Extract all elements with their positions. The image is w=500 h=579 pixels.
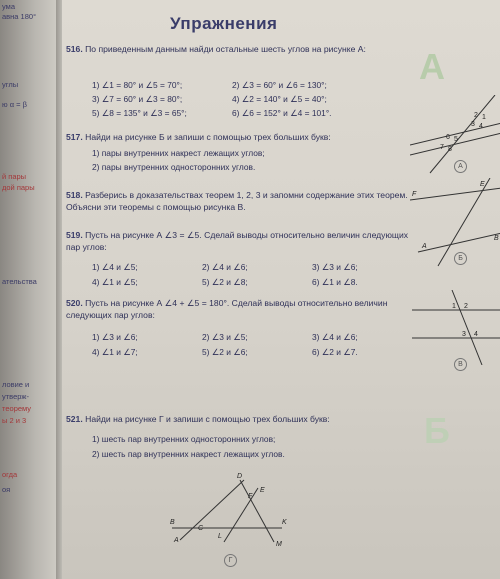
angle-label: 4 [479, 123, 483, 130]
answer-item: 6) ∠6 = 152° и ∠4 = 101°. [232, 108, 332, 118]
exercise-text: Пусть на рисунке А ∠3 = ∠5. Сделай выводы относительно величин следующих пар углов: [66, 230, 409, 252]
exercise-number: 518. [66, 190, 83, 200]
answer-item: 3) ∠3 и ∠6; [312, 262, 358, 272]
point-label: C [198, 525, 204, 532]
point-label: A [422, 243, 427, 250]
margin-text: ю α = β [2, 100, 27, 109]
answer-item: 1) шесть пар внутренних односторонних углов; [92, 434, 276, 444]
line-le [224, 488, 258, 542]
point-label: M [276, 541, 282, 548]
margin-text: теорему [2, 404, 32, 413]
margin-text: углы [2, 80, 19, 89]
answer-item: 6) ∠1 и ∠8. [312, 277, 358, 287]
answer-item: 1) пары внутренних накрест лежащих углов; [92, 148, 265, 158]
angle-label: 2 [474, 112, 478, 119]
exercise-text: Найди на рисунке Б и запиши с помощью трех больших букв: [85, 132, 331, 142]
page-title: Упражнения [170, 14, 278, 33]
exercise-text: Пусть на рисунке А ∠4 + ∠5 = 180°. Сделай выводы относительно величин следующих пар углов: [66, 298, 388, 320]
answer-item: 5) ∠2 и ∠8; [202, 277, 248, 287]
answer-item: 5) ∠2 и ∠6; [202, 347, 248, 357]
angle-label: 6 [446, 134, 450, 141]
angle-label: 4 [474, 331, 478, 338]
exercise-text: По приведенным данным найди остальные шесть углов на рисунке А: [85, 44, 366, 54]
answer-item: 2) ∠3 и ∠5; [202, 332, 248, 342]
exercise-520 [66, 298, 411, 321]
margin-text: ательства [2, 277, 37, 286]
margin-text: ы 2 и 3 [2, 416, 27, 425]
figure-b-letter: Б [424, 410, 450, 451]
margin-text: огда [2, 470, 18, 479]
margin-text: й пары [2, 172, 27, 181]
figure-a-caption: А [454, 160, 467, 173]
exercise-519 [66, 230, 411, 253]
answer-item: 1) ∠4 и ∠5; [92, 262, 138, 272]
angle-label: 1 [452, 303, 456, 310]
line-fe [410, 188, 500, 200]
point-label: K [282, 519, 287, 526]
point-label: A [174, 537, 179, 544]
margin-text: утверж- [2, 392, 29, 401]
angle-label: 3 [462, 331, 466, 338]
exercise-518 [66, 190, 411, 213]
exercise-number: 521. [66, 414, 83, 424]
left-page-fragment [0, 0, 58, 579]
angle-label: 2 [464, 303, 468, 310]
answer-item: 3) ∠4 и ∠6; [312, 332, 358, 342]
figure-v-caption: В [454, 358, 467, 371]
answer-item: 2) ∠4 и ∠6; [202, 262, 248, 272]
exercise-521 [66, 414, 411, 426]
exercise-number: 519. [66, 230, 83, 240]
exercise-516 [66, 44, 411, 56]
exercise-number: 516. [66, 44, 83, 54]
figure-a-letter: А [419, 46, 445, 87]
point-label: B [170, 519, 175, 526]
textbook-page [62, 0, 500, 579]
point-label: L [218, 533, 222, 540]
exercise-text: Разберись в доказательствах теорем 1, 2, 3 и запомни содержание этих теорем. Объясни эти теоремы с помощью рисунка В. [66, 190, 408, 212]
answer-item: 2) ∠3 = 60° и ∠6 = 130°; [232, 80, 327, 90]
margin-text: оя [2, 485, 11, 494]
answer-item: 4) ∠1 и ∠7; [92, 347, 138, 357]
answer-item: 1) ∠3 и ∠6; [92, 332, 138, 342]
transversal-line [452, 290, 482, 365]
point-label: B [494, 235, 499, 242]
angle-label: 1 [482, 114, 486, 121]
point-label: E [260, 487, 265, 494]
exercise-number: 520. [66, 298, 83, 308]
point-label: E [480, 181, 485, 188]
point-label: F [412, 191, 417, 198]
margin-text: ума [2, 2, 15, 11]
exercise-number: 517. [66, 132, 83, 142]
angle-label: 3 [471, 121, 475, 128]
answer-item: 6) ∠2 и ∠7. [312, 347, 358, 357]
line-ad [180, 480, 244, 540]
point-label: D [237, 473, 243, 480]
margin-text: авна 180° [2, 12, 37, 21]
figure-b-caption: Б [454, 252, 467, 265]
answer-item: 1) ∠1 = 80° и ∠5 = 70°; [92, 80, 183, 90]
point-label: F [248, 493, 253, 500]
answer-item: 4) ∠2 = 140° и ∠5 = 40°; [232, 94, 327, 104]
figure-v-diagram [412, 290, 500, 365]
angle-label: 5 [454, 136, 458, 143]
answer-item: 3) ∠7 = 60° и ∠3 = 80°; [92, 94, 183, 104]
margin-text: ловие и [2, 380, 30, 389]
margin-text: дой пары [2, 183, 35, 192]
angle-label: 8 [448, 146, 452, 153]
angle-label: 7 [440, 144, 444, 151]
figure-g-diagram [162, 470, 292, 550]
answer-item: 4) ∠1 и ∠5; [92, 277, 138, 287]
answer-item: 5) ∠8 = 135° и ∠3 = 65°; [92, 108, 187, 118]
line-ab [418, 233, 500, 252]
answer-item: 2) пары внутренних односторонних углов. [92, 162, 256, 172]
exercise-text: Найди на рисунке Г и запиши с помощью трех больших букв: [85, 414, 330, 424]
exercise-517 [66, 132, 411, 144]
answer-item: 2) шесть пар внутренних накрест лежащих углов. [92, 449, 285, 459]
figure-g-caption: Г [224, 554, 237, 567]
